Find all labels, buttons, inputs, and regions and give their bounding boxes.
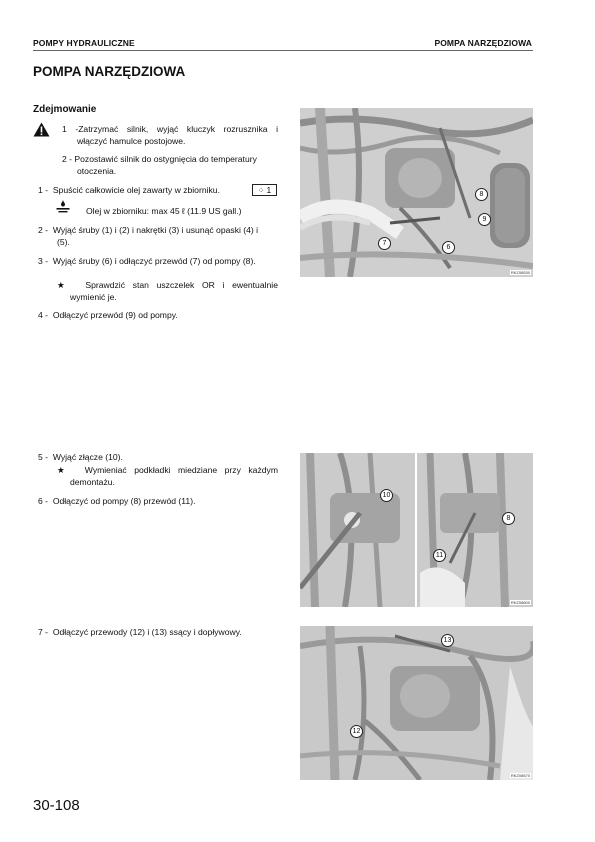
photo-code: RKZ08600 [510, 600, 530, 605]
note-text: demontażu. [70, 477, 115, 487]
page-title: POMPA NARZĘDZIOWA [33, 64, 186, 79]
step-text: Wyjąć śruby (6) i odłączyć przewód (7) od pompy (8). [52, 256, 256, 266]
star-icon: ★ [57, 280, 70, 290]
tool-icon: ⁘ [257, 185, 265, 195]
star-icon: ★ [57, 465, 70, 475]
warning-text: włączyć hamulce postojowe. [77, 136, 186, 146]
step-num: 5 - [38, 452, 49, 462]
page-number: 30-108 [33, 797, 80, 814]
step-text: Wyjąć śruby (1) i (2) i nakrętki (3) i usunąć opaski (4) i [52, 225, 259, 235]
step-6 [38, 495, 278, 507]
step-num: 4 - [38, 310, 49, 320]
step-text: Spuścić całkowicie olej zawarty w zbiorniku. [52, 185, 220, 195]
photo-pump-removal-2 [300, 453, 533, 607]
tool-reference [252, 184, 277, 196]
step-3 [38, 255, 278, 267]
step-2 [38, 224, 278, 248]
step-num: 7 - [38, 627, 49, 637]
step-num: 2 - [38, 225, 49, 235]
note-text: Sprawdzić stan uszczelek OR i ewentualnie [85, 280, 278, 290]
tool-number: 1 [266, 184, 272, 195]
warning-text: Zatrzymać silnik, wyjąć kluczyk rozrusznika i [78, 124, 278, 134]
step-num: 3 - [38, 256, 49, 266]
step-5-note [57, 464, 278, 488]
step-5 [38, 451, 278, 463]
oil-capacity-note: Olej w zbiorniku: max 45 ℓ (11.9 US gall.) [86, 206, 242, 216]
warning-item-2 [62, 153, 278, 177]
engine-photo-illustration [300, 453, 533, 607]
step-text: Odłączyć od pompy (8) przewód (11). [52, 496, 196, 506]
warning-num: 1 - [62, 124, 79, 134]
callout-10: 10 [380, 489, 393, 502]
photo-code: RKZ08670 [510, 773, 530, 778]
callout-13: 13 [441, 634, 454, 647]
callout-8: 8 [502, 512, 515, 525]
callout-11: 11 [433, 549, 446, 562]
step-text: Wyjąć złącze (10). [52, 452, 123, 462]
header-rule [33, 50, 533, 51]
section-heading: Zdejmowanie [33, 104, 97, 115]
callout-7: 7 [378, 237, 391, 250]
engine-photo-illustration [300, 108, 533, 277]
callout-12: 12 [350, 725, 363, 738]
warning-text: otoczenia. [77, 166, 117, 176]
header-right: POMPA NARZĘDZIOWA [434, 38, 532, 48]
oil-level-icon [56, 199, 70, 214]
callout-6: 6 [442, 241, 455, 254]
step-text: Odłączyć przewód (9) od pompy. [52, 310, 178, 320]
step-7 [38, 626, 298, 638]
photo-code: RKZ08530 [510, 270, 530, 275]
step-1 [38, 184, 248, 196]
step-num: 6 - [38, 496, 49, 506]
photo-pump-removal-1 [300, 108, 533, 277]
step-text: (5). [57, 237, 70, 247]
header-left: POMPY HYDRAULICZNE [33, 38, 135, 48]
warning-icon [33, 122, 50, 137]
warning-item-1 [62, 123, 278, 147]
note-text: wymienić je. [70, 292, 117, 302]
step-3-note [57, 279, 278, 303]
note-text: Wymieniać podkładki miedziane przy każdym [84, 465, 278, 475]
photo-pump-removal-3 [300, 626, 533, 780]
step-text: Odłączyć przewody (12) i (13) ssący i dopływowy. [52, 627, 242, 637]
step-4 [38, 309, 278, 321]
callout-9: 9 [478, 213, 491, 226]
callout-8: 8 [475, 188, 488, 201]
warning-num: 2 - [62, 154, 73, 164]
step-num: 1 - [38, 185, 49, 195]
engine-photo-illustration [300, 626, 533, 780]
warning-text: Pozostawić silnik do ostygnięcia do temperatury [74, 154, 257, 164]
